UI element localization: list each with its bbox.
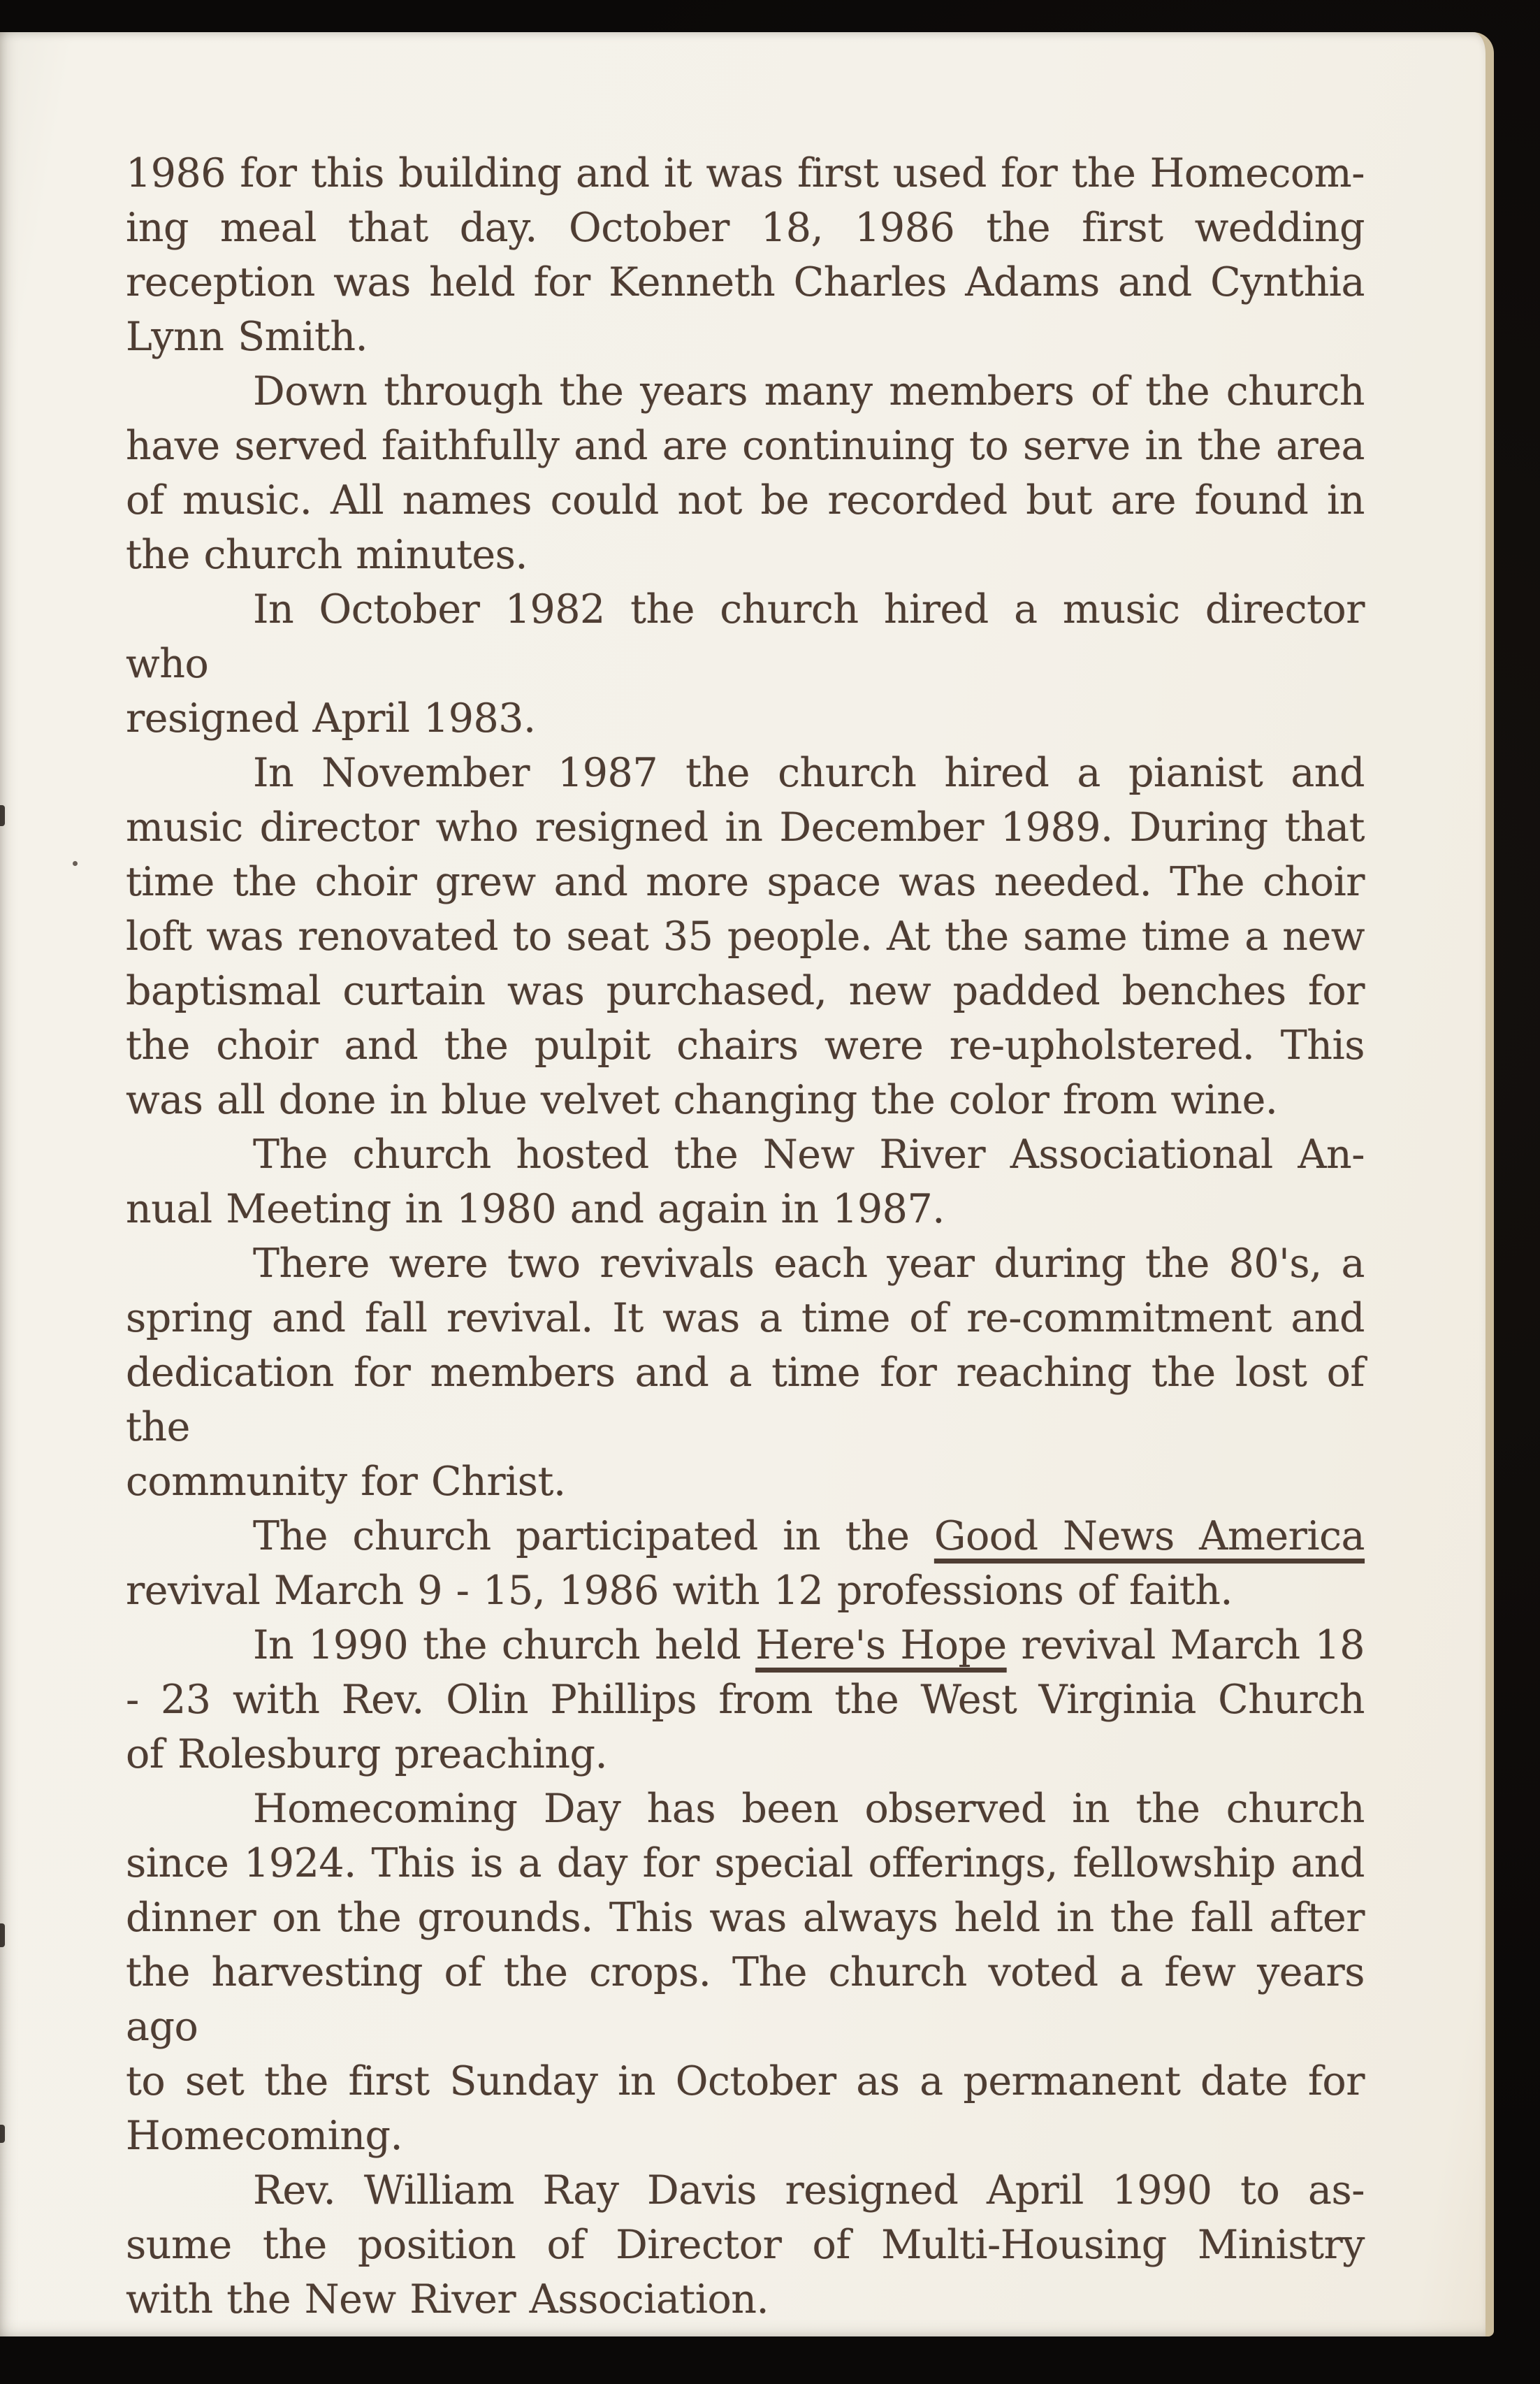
text-run: the church minutes. (126, 532, 528, 578)
text-run: since 1924. This is a day for special offerings, fellowship and (126, 1840, 1365, 1886)
text-run: Homecoming. (126, 2113, 403, 2159)
text-run: of Rolesburg preaching. (126, 1731, 608, 1777)
text-line (126, 2218, 1365, 2272)
text-line (126, 2272, 1365, 2327)
text-run: Down through the years many members of the church (253, 368, 1365, 414)
text-line (126, 582, 1365, 691)
text-line (126, 1727, 1365, 1782)
text-line (126, 746, 1365, 800)
text-run: reception was held for Kenneth Charles Adams and Cynthia (126, 259, 1365, 305)
text-line (126, 310, 1365, 364)
text-run: dedication for members and a time for reaching the lost of the (126, 1350, 1365, 1450)
text-run: revival March 18 (1006, 1622, 1365, 1668)
binding-mark (0, 2125, 5, 2143)
text-run: Lynn Smith. (126, 314, 368, 360)
text-run: The church participated in the (253, 1513, 934, 1559)
text-run: nual Meeting in 1980 and again in 1987. (126, 1186, 945, 1232)
text-line (126, 1673, 1365, 1727)
text-run: resigned April 1983. (126, 695, 536, 742)
text-block (126, 146, 1365, 2327)
text-line (126, 1018, 1365, 1073)
text-line (126, 1782, 1365, 1836)
text-line (126, 2163, 1365, 2218)
text-line (126, 1291, 1365, 1345)
text-line (126, 964, 1365, 1018)
text-line (126, 473, 1365, 528)
text-run: In 1990 the church held (253, 1622, 756, 1668)
text-line (126, 1073, 1365, 1127)
text-line (126, 855, 1365, 909)
text-line (126, 146, 1365, 201)
text-line (126, 1509, 1365, 1563)
text-run: loft was renovated to seat 35 people. At the same time a new (126, 913, 1365, 960)
text-run: There were two revivals each year during the 80's, a (253, 1241, 1365, 1287)
text-line (126, 2054, 1365, 2109)
text-line (126, 419, 1365, 473)
text-line (126, 800, 1365, 855)
text-line (126, 1618, 1365, 1673)
text-run: music director who resigned in December 1989. During that (126, 804, 1365, 851)
text-line (126, 1345, 1365, 1454)
text-run: baptismal curtain was purchased, new padded benches for (126, 968, 1365, 1014)
text-line (126, 1563, 1365, 1618)
text-line (126, 364, 1365, 419)
text-run: was all done in blue velvet changing the color from wine. (126, 1077, 1278, 1123)
text-run: to set the first Sunday in October as a permanent date for (126, 2058, 1365, 2104)
text-line (126, 1182, 1365, 1236)
text-run: In October 1982 the church hired a music director who (126, 586, 1365, 687)
text-line (126, 255, 1365, 310)
text-line (126, 1891, 1365, 1945)
binding-mark (0, 1923, 5, 1947)
text-run: sume the position of Director of Multi-Housing Ministry (126, 2222, 1365, 2268)
text-line (126, 1454, 1365, 1509)
underlined-phrase: Good News America (934, 1513, 1365, 1559)
text-line (126, 1836, 1365, 1891)
text-run: community for Christ. (126, 1459, 566, 1505)
text-line (126, 528, 1365, 582)
text-run: of music. All names could not be recorded but are found in (126, 477, 1365, 523)
text-run: have served faithfully and are continuing to serve in the area (126, 423, 1365, 469)
text-line (126, 909, 1365, 964)
text-line (126, 1127, 1365, 1182)
text-line (126, 2109, 1365, 2163)
book-page (0, 32, 1494, 2336)
text-run: the choir and the pulpit chairs were re-upholstered. This (126, 1023, 1365, 1069)
text-line (126, 691, 1365, 746)
underlined-phrase: Here's Hope (755, 1622, 1007, 1668)
text-line (126, 1945, 1365, 2054)
scan-speck (73, 861, 78, 866)
text-run: time the choir grew and more space was needed. The choir (126, 859, 1365, 905)
text-run: dinner on the grounds. This was always held in the fall after (126, 1895, 1365, 1941)
text-run: Homecoming Day has been observed in the church (253, 1786, 1365, 1832)
text-run: ing meal that day. October 18, 1986 the first wedding (126, 205, 1365, 251)
text-run: - 23 with Rev. Olin Phillips from the West Virginia Church (126, 1677, 1365, 1723)
text-run: Rev. William Ray Davis resigned April 1990 to as- (253, 2167, 1365, 2213)
text-run: In November 1987 the church hired a pianist and (253, 750, 1365, 796)
text-run: revival March 9 - 15, 1986 with 12 professions of faith. (126, 1568, 1233, 1614)
text-run: with the New River Association. (126, 2276, 769, 2322)
binding-mark (0, 805, 5, 826)
text-run: spring and fall revival. It was a time of re-commitment and (126, 1295, 1365, 1341)
text-run: the harvesting of the crops. The church voted a few years ago (126, 1949, 1365, 2050)
text-line (126, 1236, 1365, 1291)
text-run: 1986 for this building and it was first used for the Homecom- (126, 150, 1365, 196)
text-run: The church hosted the New River Associational An- (253, 1132, 1365, 1178)
text-line (126, 201, 1365, 255)
